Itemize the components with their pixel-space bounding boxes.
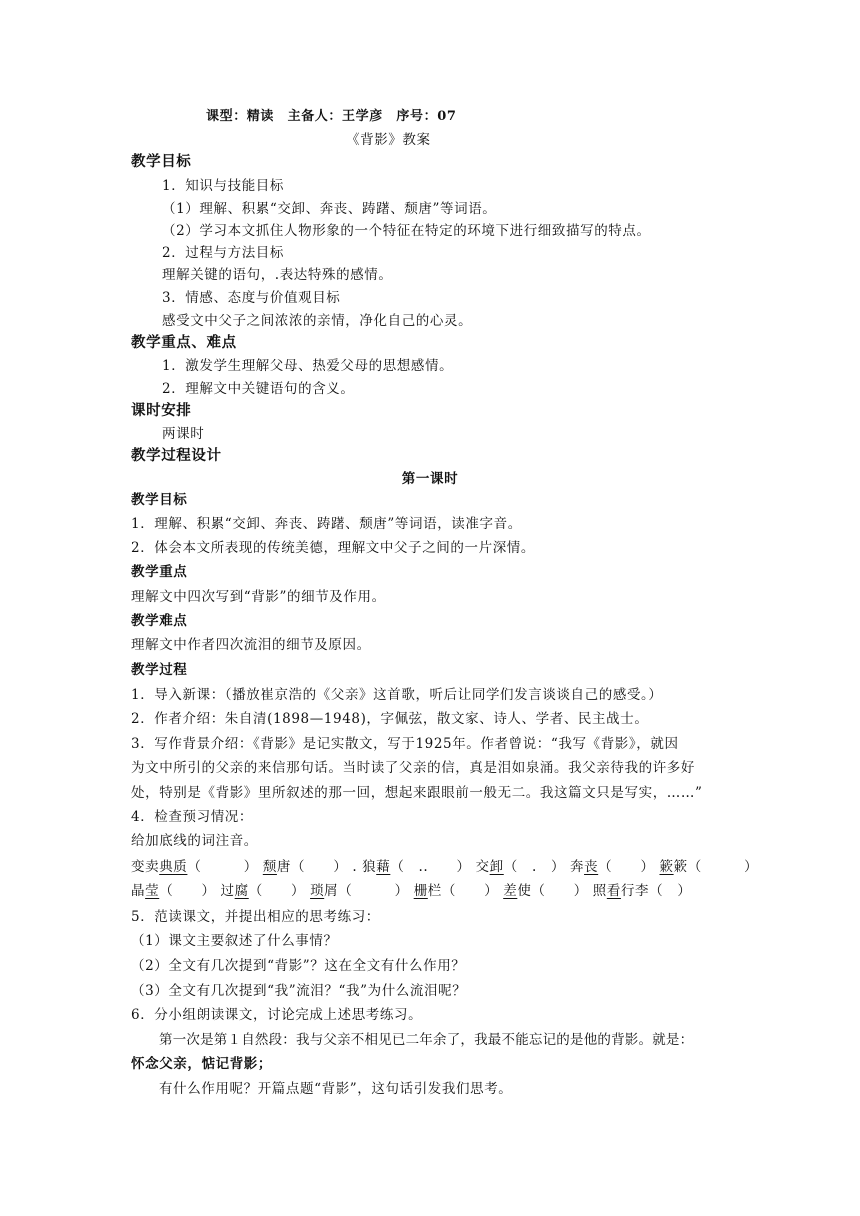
vocab-row (131, 882, 691, 900)
heading-teaching-goals: 教学目标 (131, 154, 192, 170)
lesson-meta: 课型：精读 主备人：王学彦 序号：07 (206, 109, 457, 124)
process-line: 2．作者介绍：朱自清(1898—1948)，字佩弦，散文家、诗人、学者、民主战士。 (131, 711, 649, 727)
vocab-item: 变卖典质（ ） (131, 859, 258, 875)
heading-focus: 教学重点 (131, 564, 188, 580)
vocab-item: 过腐（ ） (220, 883, 306, 899)
process-line: 处，特别是《背影》里所叙述的那一回，想起来跟眼前一般无二。我这篇文只是写实，……” (131, 785, 703, 801)
key-point-line: 2．理解文中关键语句的含义。 (162, 381, 355, 397)
heading-process-design: 教学过程设计 (131, 448, 222, 464)
vocab-item: 差使（ ） (503, 883, 588, 899)
focus-line: 理解文中四次写到“背影”的细节及作用。 (131, 589, 386, 605)
vocab-item: 颓唐（ ） (262, 859, 348, 875)
goal-line: （2）学习本文抓住人物形象的一个特征在特定的环境下进行细致描写的特点。 (162, 223, 651, 239)
process-line: 3．写作背景介绍：《背影》是记实散文，写于1925年。作者曾说：“我写《背影》，就因 (131, 736, 679, 752)
goal-line: 理解关键的语句，.表达特殊的感情。 (162, 267, 393, 283)
process-line: 4．检查预习情况： (131, 809, 253, 825)
heading-process: 教学过程 (131, 662, 188, 678)
heading-schedule: 课时安排 (131, 403, 192, 419)
lesson-goal-line: 1．理解、积累“交卸、奔丧、踌躇、颓唐”等词语，读准字音。 (131, 516, 522, 532)
heading-lesson-goals: 教学目标 (131, 492, 188, 508)
process-line: 6．分小组朗读课文，讨论完成上述思考练习。 (131, 1007, 423, 1023)
vocab-item: . 狼藉（ .. ） (352, 859, 471, 875)
vocab-item: 照看行李（ ） (592, 883, 692, 899)
process-line: 5．范读课文，并提出相应的思考练习： (131, 909, 380, 925)
difficulty-line: 理解文中作者四次流泪的细节及原因。 (131, 637, 371, 653)
lesson-goal-line: 2．体会本文所表现的传统美德，理解文中父子之间的一片深情。 (131, 540, 535, 556)
vocab-item: 奔丧（ ） (569, 859, 655, 875)
paragraph-bold-line: 怀念父亲，惦记背影； (131, 1056, 272, 1072)
vocab-item: 簌簌（ ） (659, 859, 759, 875)
goal-line: 2．过程与方法目标 (162, 245, 284, 261)
paragraph-line: 有什么作用呢？开篇点题“背影”，这句话引发我们思考。 (159, 1081, 513, 1097)
goal-line: 感受文中父子之间浓浓的亲情，净化自己的心灵。 (162, 313, 473, 329)
question-line: （1）课文主要叙述了什么事情？ (131, 933, 338, 949)
schedule-line: 两课时 (162, 426, 205, 442)
process-line: 给加底线的词注音。 (131, 833, 258, 849)
vocab-item: 栅栏（ ） (413, 883, 499, 899)
heading-key-points: 教学重点、难点 (131, 335, 237, 351)
vocab-item: 晶莹（ ） (131, 883, 216, 899)
process-line: 为文中所引的父亲的来信那句话。当时读了父亲的信，真是泪如泉涌。我父亲待我的许多好 (131, 760, 695, 776)
paragraph-line: 第一次是第１自然段：我与父亲不相见已二年余了，我最不能忘记的是他的背影。就是： (159, 1032, 694, 1048)
vocab-row (131, 858, 758, 876)
goal-line: 1．知识与技能目标 (162, 178, 284, 194)
process-line: 1．导入新课：（播放崔京浩的《父亲》这首歌，听后让同学们发言谈谈自己的感受。） (131, 687, 663, 703)
vocab-item: 交卸（ . ） (475, 859, 566, 875)
lesson-title: 第一课时 (401, 471, 459, 487)
question-line: （2）全文有几次提到“背影”？这在全文有什么作用？ (131, 958, 466, 974)
key-point-line: 1．激发学生理解父母、热爱父母的思想感情。 (162, 358, 454, 374)
question-line: （3）全文有几次提到“我”流泪？“我”为什么流泪呢？ (131, 983, 467, 999)
vocab-item: 琐屑（ ） (310, 883, 409, 899)
goal-line: 3．情感、态度与价值观目标 (162, 290, 341, 306)
goal-line: （1）理解、积累“交卸、奔丧、踌躇、颓唐”等词语。 (162, 201, 497, 217)
document-title: 《背影》教案 (346, 132, 431, 148)
heading-difficulty: 教学难点 (131, 613, 188, 629)
